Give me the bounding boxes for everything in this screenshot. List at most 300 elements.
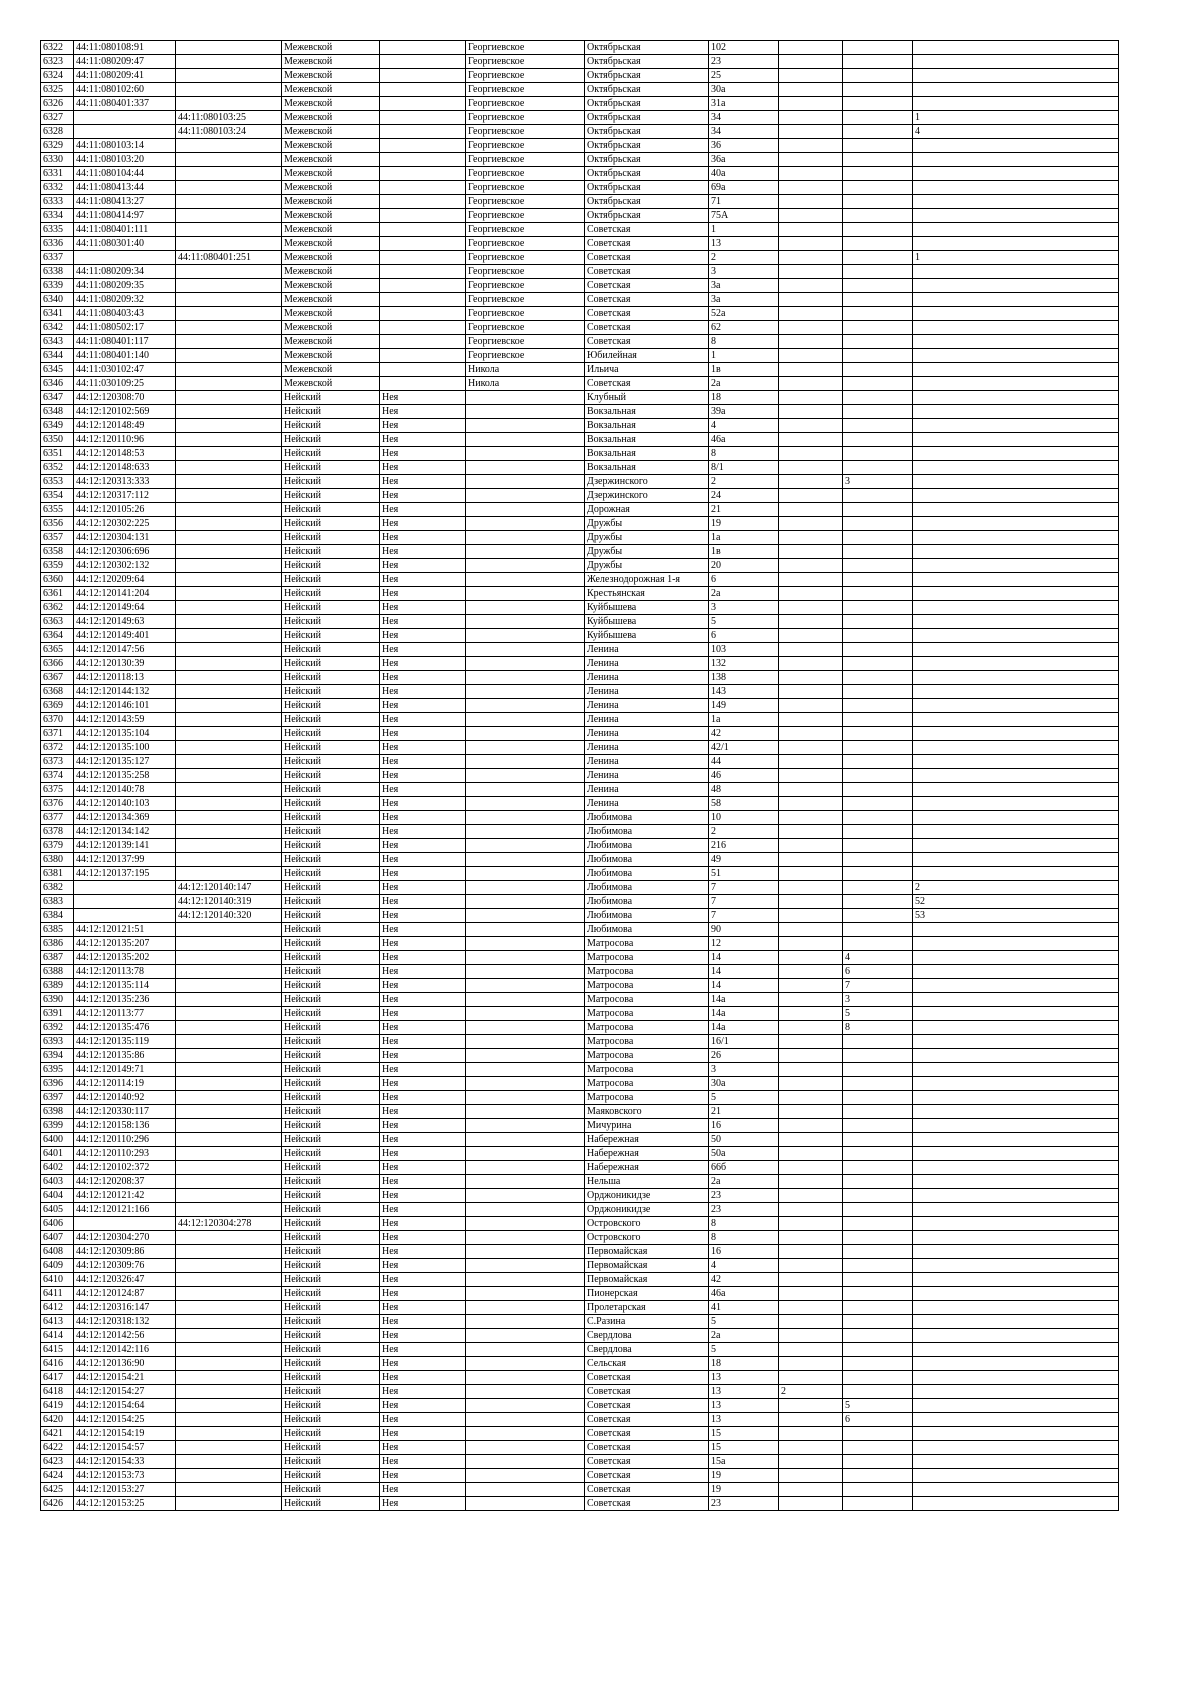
house-cell: 2	[709, 475, 779, 489]
street-cell: Ленина	[585, 699, 709, 713]
structure-cell	[843, 461, 913, 475]
structure-cell	[843, 1455, 913, 1469]
building-cell	[779, 839, 843, 853]
district-cell: Нейский	[282, 769, 380, 783]
apartment-cell	[913, 1273, 1119, 1287]
structure-cell	[843, 853, 913, 867]
table-row	[41, 993, 1119, 1007]
building-cell	[779, 993, 843, 1007]
house-cell: 1в	[709, 363, 779, 377]
building-cell	[779, 447, 843, 461]
apartment-cell	[913, 181, 1119, 195]
street-cell: Дружбы	[585, 531, 709, 545]
city-cell: Нея	[380, 699, 466, 713]
house-cell: 14	[709, 965, 779, 979]
settlement-cell	[466, 1469, 585, 1483]
parent-cadastral-number-cell	[176, 755, 282, 769]
building-cell	[779, 1161, 843, 1175]
building-cell	[779, 713, 843, 727]
district-cell: Нейский	[282, 881, 380, 895]
house-cell: 69а	[709, 181, 779, 195]
structure-cell	[843, 1259, 913, 1273]
house-cell: 19	[709, 1483, 779, 1497]
structure-cell	[843, 489, 913, 503]
table-row	[41, 573, 1119, 587]
building-cell: 2	[779, 1385, 843, 1399]
parent-cadastral-number-cell	[176, 1455, 282, 1469]
house-cell: 50	[709, 1133, 779, 1147]
apartment-cell	[913, 1203, 1119, 1217]
parent-cadastral-number-cell	[176, 1385, 282, 1399]
table-row	[41, 1105, 1119, 1119]
settlement-cell	[466, 1133, 585, 1147]
apartment-cell	[913, 657, 1119, 671]
apartment-cell	[913, 1007, 1119, 1021]
cadastral-number-cell: 44:12:120309:86	[74, 1245, 176, 1259]
building-cell	[779, 517, 843, 531]
row-number-cell: 6397	[41, 1091, 74, 1105]
cadastral-number-cell: 44:12:120304:131	[74, 531, 176, 545]
district-cell: Нейский	[282, 685, 380, 699]
settlement-cell	[466, 559, 585, 573]
parent-cadastral-number-cell	[176, 335, 282, 349]
house-cell: 23	[709, 1189, 779, 1203]
house-cell: 102	[709, 41, 779, 55]
city-cell: Нея	[380, 1119, 466, 1133]
cadastral-number-cell	[74, 1217, 176, 1231]
table-row	[41, 1217, 1119, 1231]
settlement-cell	[466, 1455, 585, 1469]
parent-cadastral-number-cell	[176, 1035, 282, 1049]
house-cell: 7	[709, 909, 779, 923]
settlement-cell	[466, 1091, 585, 1105]
city-cell	[380, 41, 466, 55]
street-cell: Вокзальная	[585, 461, 709, 475]
settlement-cell	[466, 867, 585, 881]
city-cell: Нея	[380, 671, 466, 685]
structure-cell	[843, 139, 913, 153]
district-cell: Нейский	[282, 923, 380, 937]
parent-cadastral-number-cell	[176, 153, 282, 167]
district-cell: Межевской	[282, 139, 380, 153]
settlement-cell	[466, 853, 585, 867]
settlement-cell: Георгиевское	[466, 97, 585, 111]
parent-cadastral-number-cell	[176, 1287, 282, 1301]
parent-cadastral-number-cell	[176, 1427, 282, 1441]
structure-cell	[843, 447, 913, 461]
house-cell: 13	[709, 1385, 779, 1399]
street-cell: Любимова	[585, 867, 709, 881]
city-cell: Нея	[380, 419, 466, 433]
parent-cadastral-number-cell: 44:11:080103:25	[176, 111, 282, 125]
city-cell	[380, 97, 466, 111]
district-cell: Нейский	[282, 1119, 380, 1133]
cadastral-number-cell: 44:12:120121:42	[74, 1189, 176, 1203]
settlement-cell: Георгиевское	[466, 209, 585, 223]
table-row	[41, 265, 1119, 279]
row-number-cell: 6330	[41, 153, 74, 167]
parent-cadastral-number-cell	[176, 1063, 282, 1077]
district-cell: Межевской	[282, 251, 380, 265]
row-number-cell: 6417	[41, 1371, 74, 1385]
district-cell: Нейский	[282, 1469, 380, 1483]
house-cell: 36	[709, 139, 779, 153]
house-cell: 20	[709, 559, 779, 573]
settlement-cell	[466, 657, 585, 671]
building-cell	[779, 1441, 843, 1455]
settlement-cell	[466, 1301, 585, 1315]
row-number-cell: 6332	[41, 181, 74, 195]
settlement-cell: Никола	[466, 363, 585, 377]
district-cell: Нейский	[282, 1301, 380, 1315]
parent-cadastral-number-cell	[176, 1077, 282, 1091]
row-number-cell: 6348	[41, 405, 74, 419]
row-number-cell: 6323	[41, 55, 74, 69]
structure-cell	[843, 321, 913, 335]
building-cell	[779, 699, 843, 713]
table-row	[41, 1371, 1119, 1385]
house-cell: 2а	[709, 377, 779, 391]
cadastral-number-cell: 44:12:120113:77	[74, 1007, 176, 1021]
house-cell: 132	[709, 657, 779, 671]
apartment-cell	[913, 1077, 1119, 1091]
house-cell: 14а	[709, 1021, 779, 1035]
structure-cell	[843, 755, 913, 769]
parent-cadastral-number-cell	[176, 937, 282, 951]
house-cell: 25	[709, 69, 779, 83]
apartment-cell	[913, 1413, 1119, 1427]
row-number-cell: 6401	[41, 1147, 74, 1161]
parent-cadastral-number-cell	[176, 1301, 282, 1315]
city-cell: Нея	[380, 657, 466, 671]
building-cell	[779, 1175, 843, 1189]
apartment-cell	[913, 307, 1119, 321]
apartment-cell	[913, 363, 1119, 377]
house-cell: 13	[709, 1371, 779, 1385]
settlement-cell	[466, 1021, 585, 1035]
building-cell	[779, 83, 843, 97]
city-cell	[380, 139, 466, 153]
structure-cell	[843, 1371, 913, 1385]
settlement-cell	[466, 1385, 585, 1399]
building-cell	[779, 1217, 843, 1231]
street-cell: Вокзальная	[585, 419, 709, 433]
structure-cell	[843, 251, 913, 265]
city-cell: Нея	[380, 1133, 466, 1147]
parent-cadastral-number-cell	[176, 825, 282, 839]
cadastral-number-cell	[74, 111, 176, 125]
settlement-cell: Георгиевское	[466, 321, 585, 335]
house-cell: 6	[709, 573, 779, 587]
settlement-cell	[466, 713, 585, 727]
row-number-cell: 6362	[41, 601, 74, 615]
apartment-cell	[913, 405, 1119, 419]
district-cell: Межевской	[282, 83, 380, 97]
settlement-cell	[466, 1231, 585, 1245]
row-number-cell: 6324	[41, 69, 74, 83]
structure-cell	[843, 335, 913, 349]
street-cell: Ленина	[585, 713, 709, 727]
apartment-cell	[913, 293, 1119, 307]
cadastral-number-cell: 44:12:120330:117	[74, 1105, 176, 1119]
city-cell: Нея	[380, 629, 466, 643]
apartment-cell	[913, 433, 1119, 447]
district-cell: Межевской	[282, 153, 380, 167]
house-cell: 62	[709, 321, 779, 335]
street-cell: Ленина	[585, 769, 709, 783]
settlement-cell: Георгиевское	[466, 181, 585, 195]
settlement-cell	[466, 1343, 585, 1357]
apartment-cell	[913, 349, 1119, 363]
city-cell: Нея	[380, 489, 466, 503]
house-cell: 36а	[709, 153, 779, 167]
table-row	[41, 1427, 1119, 1441]
parent-cadastral-number-cell	[176, 853, 282, 867]
table-row	[41, 1287, 1119, 1301]
cadastral-number-cell: 44:12:120121:51	[74, 923, 176, 937]
building-cell	[779, 125, 843, 139]
apartment-cell	[913, 685, 1119, 699]
settlement-cell	[466, 1189, 585, 1203]
street-cell: Советская	[585, 1469, 709, 1483]
parent-cadastral-number-cell	[176, 223, 282, 237]
building-cell	[779, 209, 843, 223]
street-cell: Островского	[585, 1231, 709, 1245]
district-cell: Нейский	[282, 1007, 380, 1021]
house-cell: 6	[709, 629, 779, 643]
settlement-cell	[466, 1413, 585, 1427]
street-cell: Советская	[585, 1483, 709, 1497]
settlement-cell: Георгиевское	[466, 265, 585, 279]
apartment-cell	[913, 1385, 1119, 1399]
table-row	[41, 923, 1119, 937]
apartment-cell	[913, 237, 1119, 251]
house-cell: 19	[709, 517, 779, 531]
house-cell: 52а	[709, 307, 779, 321]
district-cell: Нейский	[282, 531, 380, 545]
structure-cell	[843, 1301, 913, 1315]
table-row	[41, 909, 1119, 923]
cadastral-number-cell: 44:12:120130:39	[74, 657, 176, 671]
district-cell: Нейский	[282, 965, 380, 979]
row-number-cell: 6372	[41, 741, 74, 755]
street-cell: Любимова	[585, 923, 709, 937]
parent-cadastral-number-cell	[176, 1105, 282, 1119]
district-cell: Межевской	[282, 209, 380, 223]
street-cell: Советская	[585, 279, 709, 293]
structure-cell	[843, 909, 913, 923]
parent-cadastral-number-cell	[176, 1091, 282, 1105]
house-cell: 50а	[709, 1147, 779, 1161]
structure-cell	[843, 881, 913, 895]
district-cell: Нейский	[282, 1161, 380, 1175]
apartment-cell	[913, 265, 1119, 279]
table-row	[41, 881, 1119, 895]
building-cell	[779, 937, 843, 951]
settlement-cell	[466, 685, 585, 699]
apartment-cell: 53	[913, 909, 1119, 923]
row-number-cell: 6382	[41, 881, 74, 895]
building-cell	[779, 237, 843, 251]
parent-cadastral-number-cell	[176, 1007, 282, 1021]
cadastral-number-cell: 44:12:120209:64	[74, 573, 176, 587]
city-cell	[380, 223, 466, 237]
cadastral-number-cell: 44:12:120114:19	[74, 1077, 176, 1091]
house-cell: 48	[709, 783, 779, 797]
table-row	[41, 1161, 1119, 1175]
city-cell: Нея	[380, 1175, 466, 1189]
district-cell: Межевской	[282, 55, 380, 69]
district-cell: Нейский	[282, 489, 380, 503]
table-row	[41, 363, 1119, 377]
table-row	[41, 1189, 1119, 1203]
house-cell: 3	[709, 1063, 779, 1077]
structure-cell	[843, 1273, 913, 1287]
cadastral-number-cell: 44:12:120318:132	[74, 1315, 176, 1329]
table-row	[41, 1357, 1119, 1371]
structure-cell	[843, 153, 913, 167]
parent-cadastral-number-cell	[176, 97, 282, 111]
table-row	[41, 951, 1119, 965]
row-number-cell: 6388	[41, 965, 74, 979]
apartment-cell	[913, 951, 1119, 965]
settlement-cell	[466, 1357, 585, 1371]
row-number-cell: 6386	[41, 937, 74, 951]
structure-cell	[843, 1189, 913, 1203]
settlement-cell	[466, 1287, 585, 1301]
table-row	[41, 433, 1119, 447]
city-cell: Нея	[380, 769, 466, 783]
structure-cell	[843, 167, 913, 181]
row-number-cell: 6404	[41, 1189, 74, 1203]
building-cell	[779, 1049, 843, 1063]
apartment-cell	[913, 1035, 1119, 1049]
settlement-cell	[466, 1427, 585, 1441]
row-number-cell: 6415	[41, 1343, 74, 1357]
apartment-cell	[913, 1497, 1119, 1511]
table-row	[41, 55, 1119, 69]
table-row	[41, 223, 1119, 237]
building-cell	[779, 1077, 843, 1091]
street-cell: Матросова	[585, 951, 709, 965]
parent-cadastral-number-cell: 44:12:120140:319	[176, 895, 282, 909]
city-cell: Нея	[380, 1357, 466, 1371]
apartment-cell	[913, 755, 1119, 769]
street-cell: Любимова	[585, 853, 709, 867]
city-cell: Нея	[380, 615, 466, 629]
cadastral-number-cell: 44:12:120302:132	[74, 559, 176, 573]
house-cell: 49	[709, 853, 779, 867]
street-cell: Пролетарская	[585, 1301, 709, 1315]
city-cell: Нея	[380, 895, 466, 909]
house-cell: 15	[709, 1441, 779, 1455]
apartment-cell	[913, 55, 1119, 69]
structure-cell	[843, 727, 913, 741]
settlement-cell	[466, 1105, 585, 1119]
building-cell	[779, 1259, 843, 1273]
parent-cadastral-number-cell	[176, 573, 282, 587]
parent-cadastral-number-cell	[176, 531, 282, 545]
row-number-cell: 6356	[41, 517, 74, 531]
cadastral-number-cell: 44:11:080103:14	[74, 139, 176, 153]
apartment-cell: 4	[913, 125, 1119, 139]
building-cell	[779, 545, 843, 559]
structure-cell	[843, 209, 913, 223]
parent-cadastral-number-cell	[176, 307, 282, 321]
building-cell	[779, 489, 843, 503]
parent-cadastral-number-cell	[176, 601, 282, 615]
row-number-cell: 6336	[41, 237, 74, 251]
table-row	[41, 741, 1119, 755]
building-cell	[779, 1007, 843, 1021]
apartment-cell	[913, 1441, 1119, 1455]
cadastral-number-cell: 44:12:120137:99	[74, 853, 176, 867]
building-cell	[779, 1147, 843, 1161]
district-cell: Нейский	[282, 979, 380, 993]
row-number-cell: 6368	[41, 685, 74, 699]
table-row	[41, 755, 1119, 769]
settlement-cell: Георгиевское	[466, 349, 585, 363]
structure-cell	[843, 1105, 913, 1119]
table-row	[41, 139, 1119, 153]
parent-cadastral-number-cell	[176, 195, 282, 209]
house-cell: 7	[709, 881, 779, 895]
city-cell: Нея	[380, 685, 466, 699]
structure-cell	[843, 223, 913, 237]
district-cell: Межевской	[282, 181, 380, 195]
cadastral-number-cell: 44:11:080502:17	[74, 321, 176, 335]
street-cell: Октябрьская	[585, 41, 709, 55]
building-cell	[779, 1287, 843, 1301]
building-cell	[779, 69, 843, 83]
structure-cell	[843, 657, 913, 671]
building-cell	[779, 461, 843, 475]
district-cell: Межевской	[282, 349, 380, 363]
structure-cell	[843, 433, 913, 447]
structure-cell: 5	[843, 1007, 913, 1021]
table-row	[41, 1063, 1119, 1077]
row-number-cell: 6408	[41, 1245, 74, 1259]
building-cell	[779, 153, 843, 167]
structure-cell	[843, 559, 913, 573]
cadastral-number-cell: 44:12:120154:64	[74, 1399, 176, 1413]
settlement-cell	[466, 1497, 585, 1511]
house-cell: 3а	[709, 293, 779, 307]
parent-cadastral-number-cell	[176, 867, 282, 881]
cadastral-number-cell: 44:12:120316:147	[74, 1301, 176, 1315]
house-cell: 26	[709, 1049, 779, 1063]
apartment-cell	[913, 783, 1119, 797]
district-cell: Нейский	[282, 545, 380, 559]
street-cell: Октябрьская	[585, 97, 709, 111]
city-cell: Нея	[380, 979, 466, 993]
district-cell: Межевской	[282, 307, 380, 321]
district-cell: Межевской	[282, 195, 380, 209]
apartment-cell: 1	[913, 251, 1119, 265]
apartment-cell	[913, 797, 1119, 811]
row-number-cell: 6413	[41, 1315, 74, 1329]
street-cell: Набережная	[585, 1133, 709, 1147]
building-cell	[779, 643, 843, 657]
parent-cadastral-number-cell	[176, 1273, 282, 1287]
apartment-cell	[913, 209, 1119, 223]
city-cell: Нея	[380, 1007, 466, 1021]
district-cell: Нейский	[282, 713, 380, 727]
building-cell	[779, 587, 843, 601]
parent-cadastral-number-cell	[176, 1343, 282, 1357]
house-cell: 138	[709, 671, 779, 685]
street-cell: Свердлова	[585, 1329, 709, 1343]
